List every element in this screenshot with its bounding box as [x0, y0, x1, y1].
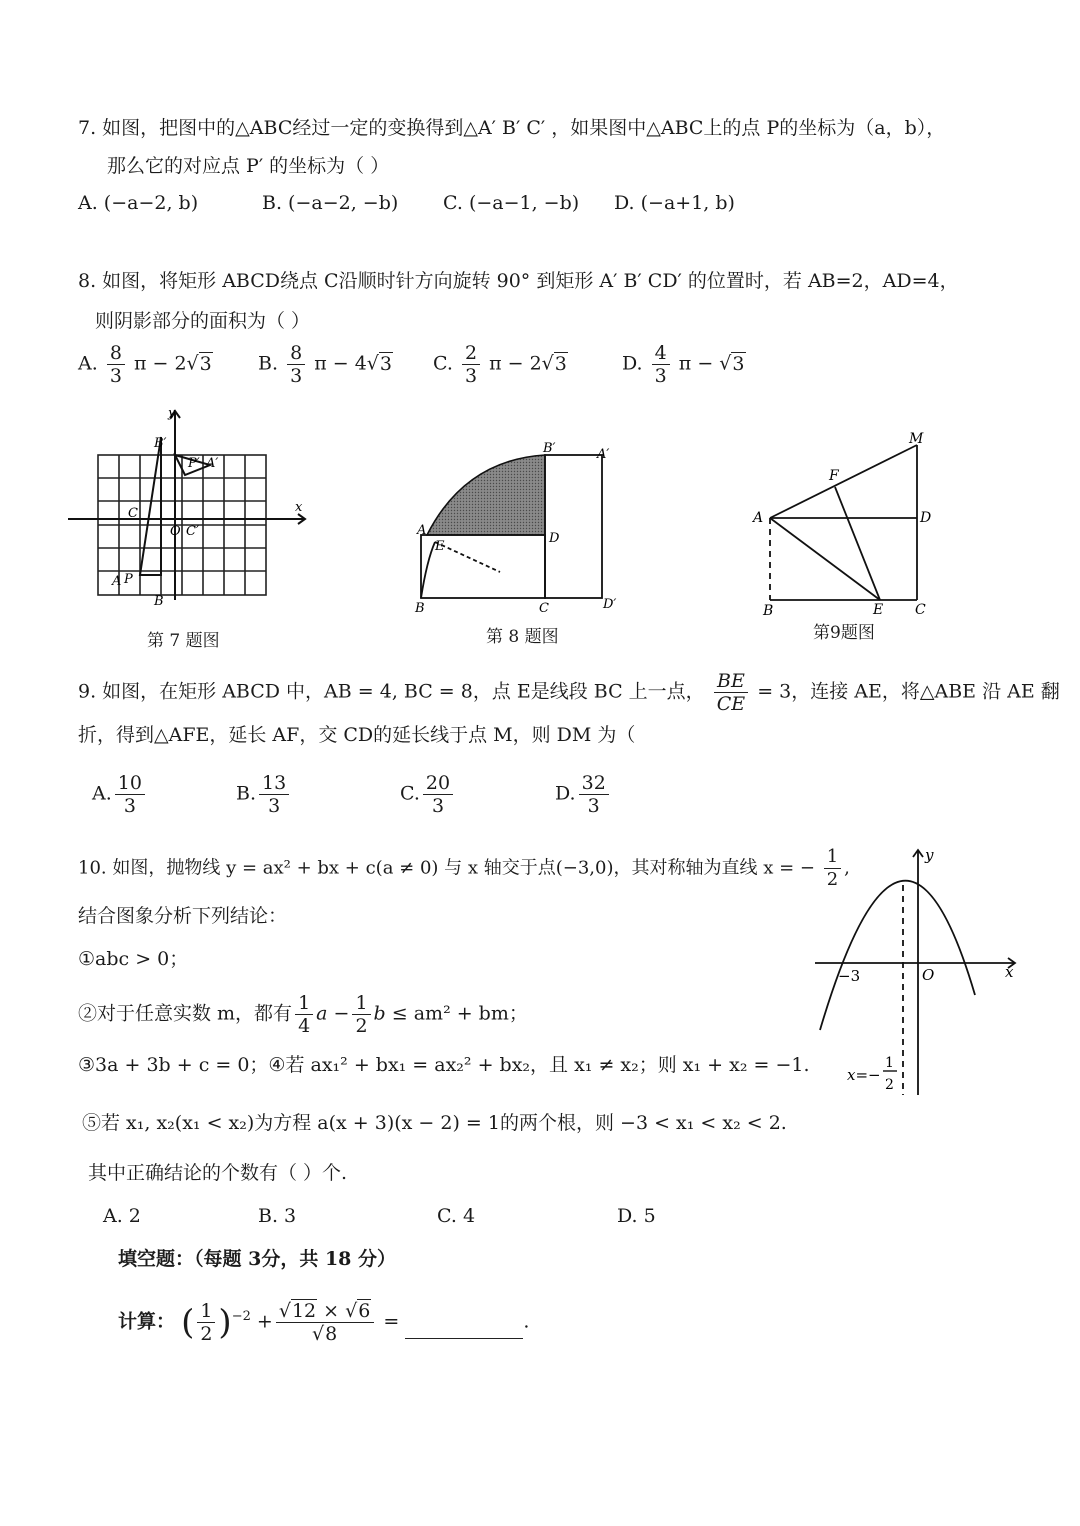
point-label-e: E	[435, 539, 445, 554]
q9-ratio-fraction: $\frac{BE}{CE}$	[714, 670, 748, 715]
point-label-b-prime: B′	[154, 436, 167, 451]
point-label-b-prime: B′	[543, 441, 556, 456]
option-tail: π − 2	[489, 352, 542, 375]
q10-option-d: D. 5	[617, 1205, 656, 1227]
option-label: A.	[78, 352, 98, 375]
origin-label: O	[922, 966, 935, 984]
q7-line1: 7. 如图，把图中的△ABC经过一定的变换得到△A′ B′ C′ ，如果图中△ABC上的点 P的坐标为（a，b），	[78, 117, 946, 139]
q10-conclusion-3-4: ③3a + 3b + c = 0；④若 ax₁² + bx₁ = ax₂² + bx₂，且 x₁ ≠ x₂；则 x₁ + x₂ = −1.	[78, 1054, 810, 1076]
root-label: −3	[838, 967, 861, 985]
axis-label-y: y	[168, 406, 176, 421]
point-label-c-prime: C′	[186, 524, 199, 539]
q7-option-c: C. (−a−1, −b)	[443, 192, 580, 214]
answer-blank[interactable]	[405, 1338, 523, 1339]
q8-option-d: D. $\frac{4}{3}$ π − √3	[622, 342, 745, 387]
option-label: B.	[258, 352, 279, 375]
point-label-c: C	[539, 601, 549, 616]
point-label-a-prime: A′	[206, 456, 219, 471]
q9-line2: 折，得到△AFE，延长 AF，交 CD的延长线于点 M，则 DM 为（	[78, 724, 636, 746]
axis-label-x: x	[295, 500, 303, 515]
q10-summary: 其中正确结论的个数有（ ）个.	[88, 1162, 348, 1184]
fraction: $\frac{4}{3}$	[652, 342, 670, 387]
q10-option-b: B. 3	[258, 1205, 297, 1227]
calc-expression: 计算： ( $\frac{1}{2}$ )$^{-2}$ + $\frac{√12 \times √6}{√8}$ = .	[118, 1300, 530, 1345]
point-label-p-prime: P′	[188, 456, 200, 471]
q7-line2: 那么它的对应点 P′ 的坐标为（ ）	[107, 155, 390, 177]
point-label-a: A	[753, 510, 764, 526]
symmetry-axis-den: 2	[885, 1077, 894, 1093]
figure-7-caption: 第 7 题图	[147, 631, 220, 651]
q10-option-c: C. 4	[437, 1205, 476, 1227]
point-label-f: F	[829, 468, 839, 484]
fraction: $\frac{2}{3}$	[462, 342, 480, 387]
point-label-d: D	[920, 510, 932, 526]
q9-option-c: C. $\frac{20}{3}$	[400, 772, 456, 817]
q7-option-b: B. (−a−2, −b)	[262, 192, 399, 214]
q10-line1: 10. 如图，抛物线 y = ax² + bx + c(a ≠ 0) 与 x 轴交于点(−3,0)，其对称轴为直线 x = − $\frac{1}{2}$ ,	[78, 846, 850, 890]
q9-option-a: A. $\frac{10}{3}$	[92, 772, 148, 817]
q10-option-a: A. 2	[103, 1205, 141, 1227]
q10-conclusion-1: ①abc > 0；	[78, 948, 189, 970]
q9-text-pre: 9. 如图，在矩形 ABCD 中，AB = 4, BC = 8，点 E是线段 BC 上一点，	[78, 680, 705, 703]
fraction: $\frac{32}{3}$	[579, 772, 609, 817]
point-label-c: C	[128, 506, 138, 521]
symmetry-axis-num: 1	[885, 1055, 894, 1071]
fraction: $\frac{8}{3}$	[107, 342, 125, 387]
axis-label-y: y	[925, 846, 934, 864]
q8-option-a: A. $\frac{8}{3}$ π − 2√3	[78, 342, 212, 387]
point-label-e: E	[873, 602, 884, 618]
point-label-m: M	[909, 431, 924, 447]
point-label-b: B	[415, 601, 425, 616]
q9-line1	[78, 670, 1060, 715]
q7-option-a: A. (−a−2, b)	[78, 192, 199, 214]
fraction: $\frac{20}{3}$	[423, 772, 453, 817]
section-fill-title: 填空题：（每题 3分，共 18 分）	[118, 1248, 397, 1270]
fraction: $\frac{13}{3}$	[259, 772, 289, 817]
origin-label: O	[170, 524, 181, 539]
option-tail: π − 4	[314, 352, 367, 375]
calc-label: 计算：	[118, 1310, 176, 1333]
figure-8	[405, 440, 635, 620]
axis-label-x: x	[1005, 963, 1014, 981]
point-label-b: B	[763, 603, 774, 619]
q10-conclusion-5: ⑤若 x₁, x₂(x₁ < x₂)为方程 a(x + 3)(x − 2) = 1的两个根，则 −3 < x₁ < x₂ < 2.	[82, 1112, 787, 1134]
figure-8-caption: 第 8 题图	[486, 627, 559, 647]
point-label-d-prime: D′	[603, 597, 617, 612]
q10-conclusion-2: ②对于任意实数 m，都有 1 4 a − 1 2 b ≤ am² + bm；	[78, 992, 528, 1037]
q10-symmetry-fraction: $\frac{1}{2}$	[824, 846, 841, 891]
point-label-b: B	[154, 594, 164, 609]
q10-text-pre: 10. 如图，抛物线 y = ax² + bx + c(a ≠ 0) 与 x 轴交于点(−3,0)，其对称轴为直线 x = −	[78, 857, 815, 879]
option-tail: π −	[678, 352, 720, 375]
figure-9-caption: 第9题图	[813, 623, 875, 643]
figure-7	[60, 405, 320, 620]
option-label: C.	[433, 352, 453, 375]
q9-text-post: = 3，连接 AE，将△ABE 沿 AE 翻	[757, 680, 1060, 703]
point-label-a: A	[417, 523, 427, 538]
point-label-c: C	[915, 602, 926, 618]
q9-option-b: B. $\frac{13}{3}$	[236, 772, 292, 817]
figure-9	[745, 425, 945, 620]
q7-option-d: D. (−a+1, b)	[614, 192, 735, 214]
option-tail: π − 2	[133, 352, 187, 375]
q8-option-b: B. $\frac{8}{3}$ π − 4√3	[258, 342, 392, 387]
fraction: $\frac{10}{3}$	[115, 772, 145, 817]
fraction: $\frac{8}{3}$	[287, 342, 305, 387]
point-label-a-prime: A′	[597, 447, 610, 462]
q9-option-d: D. $\frac{32}{3}$	[555, 772, 612, 817]
symmetry-axis-label: x=−	[847, 1066, 881, 1084]
point-label-d: D	[549, 531, 560, 546]
q8-line1: 8. 如图，将矩形 ABCD绕点 C沿顺时针方向旋转 90° 到矩形 A′ B′ CD′ 的位置时，若 AB=2，AD=4，	[78, 270, 959, 292]
q10-line2: 结合图象分析下列结论：	[78, 905, 288, 927]
q8-line2: 则阴影部分的面积为（ ）	[95, 310, 311, 332]
q8-option-c: C. $\frac{2}{3}$ π − 2√3	[433, 342, 567, 387]
point-label-a: A	[112, 574, 122, 589]
option-label: D.	[622, 352, 643, 375]
figure-10	[805, 845, 1030, 1100]
point-label-p: P	[124, 572, 133, 587]
calc-equals: =	[383, 1310, 400, 1333]
